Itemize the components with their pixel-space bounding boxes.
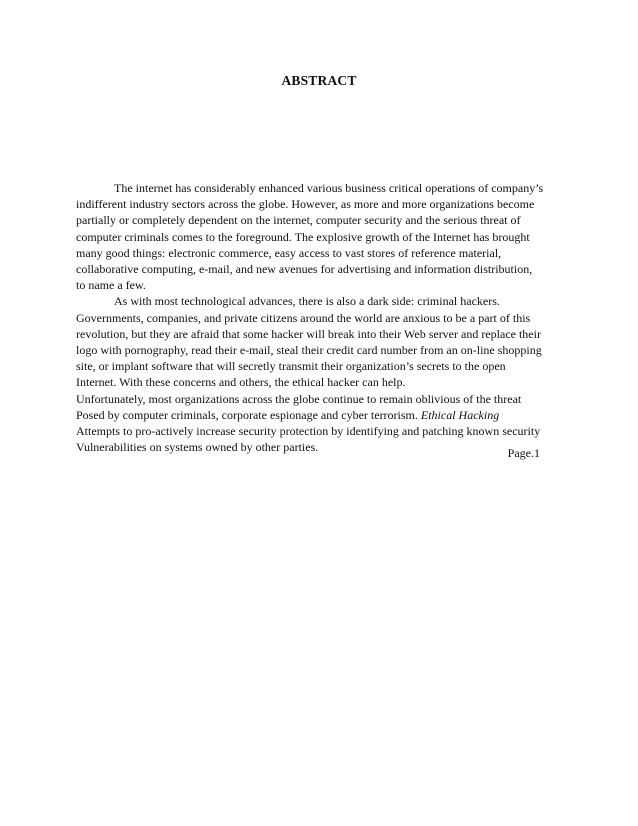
body-line: Governments, companies, and private citizens around the world are anxious to be a part of this: [76, 310, 531, 325]
body-line: to name a few.: [76, 278, 146, 293]
page-title: ABSTRACT: [281, 73, 357, 88]
body-line: site, or implant software that will secretly transmit their organization’s secrets to the open: [76, 359, 506, 374]
body-line: many good things: electronic commerce, easy access to vast stores of reference material,: [76, 245, 502, 260]
body-line: Attempts to pro-actively increase security protection by identifying and patching known security: [76, 424, 541, 439]
body-line: revolution, but they are afraid that some hacker will break into their Web server and replace their: [76, 326, 541, 341]
ethical-hacking-emphasis: Ethical Hacking: [420, 407, 500, 422]
body-line: collaborative computing, e-mail, and new avenues for advertising and information distribution,: [76, 262, 533, 277]
body-line: Vulnerabilities on systems owned by other parties.: [76, 440, 319, 455]
body-line: The internet has considerably enhanced various business critical operations of company’s: [114, 181, 544, 195]
body-line: logo with pornography, read their e-mail, steal their credit card number from an on-line shopping: [76, 343, 542, 358]
body-line: partially or completely dependent on the internet, computer security and the serious threat of: [76, 213, 521, 228]
body-line: Internet. With these concerns and others, the ethical hacker can help.: [76, 375, 406, 390]
body-line: computer criminals comes to the foreground. The explosive growth of the Internet has brought: [76, 229, 530, 244]
body-line-text: Posed by computer criminals, corporate espionage and cyber terrorism.: [76, 407, 418, 422]
page-number: Page.1: [507, 446, 540, 460]
abstract-body: [76, 180, 561, 455]
body-line: As with most technological advances, there is also a dark side: criminal hackers.: [114, 294, 500, 309]
body-line: Unfortunately, most organizations across the globe continue to remain oblivious of the threat: [76, 391, 522, 406]
body-line: [76, 407, 561, 423]
body-line: indifferent industry sectors across the globe. However, as more and more organizations become: [76, 197, 535, 212]
